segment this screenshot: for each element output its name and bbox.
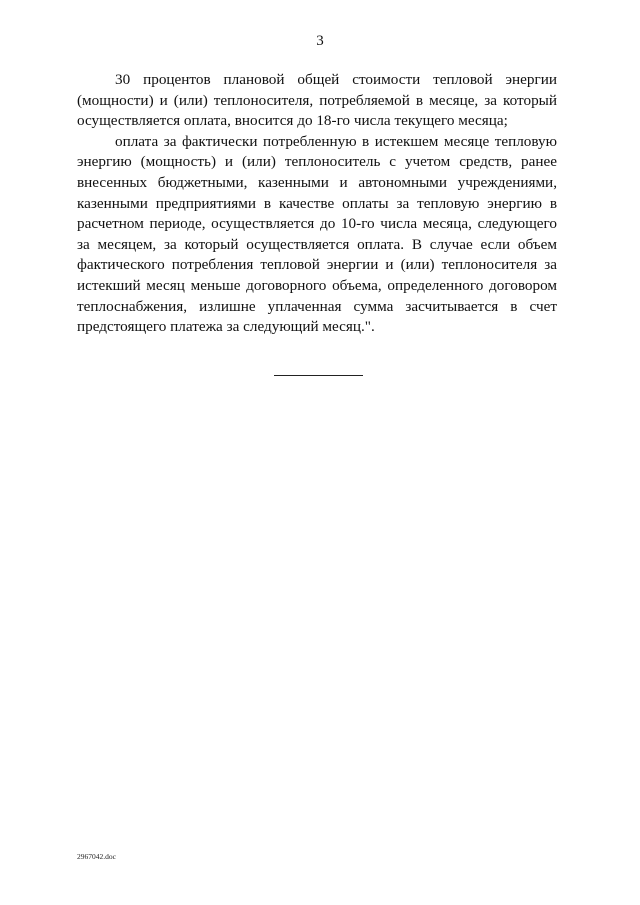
paragraph-final-payment: оплата за фактически потребленную в истекшем месяце тепловую энергию (мощность) и (или) теплоноситель с учетом средств, ранее внесенных бюджетными, казенными и автономными учреждениями, казенными предприятиями в качестве оплаты за тепловую энергию в расчетном периоде, осуществляется до 10-го числа месяца, следующего за месяцем, за который осуществляется оплата. В случае если объем фактического потребления тепловой энергии и (или) теплоносителя за истекший месяц меньше договорного объема, определенного договором теплоснабжения, излишне уплаченная сумма засчитывается в счет предстоящего платежа за следующий месяц.". <box>77 132 557 336</box>
footer-filename: 2967042.doc <box>77 852 116 861</box>
paragraph-advance-payment: 30 процентов плановой общей стоимости тепловой энергии (мощности) и (или) теплоносителя, потребляемой в месяце, за который осуществляется оплата, вносится до 18-го числа текущего месяца; <box>77 71 557 130</box>
end-divider-line <box>274 375 363 376</box>
page-number: 3 <box>316 33 324 49</box>
document-body <box>77 70 557 338</box>
